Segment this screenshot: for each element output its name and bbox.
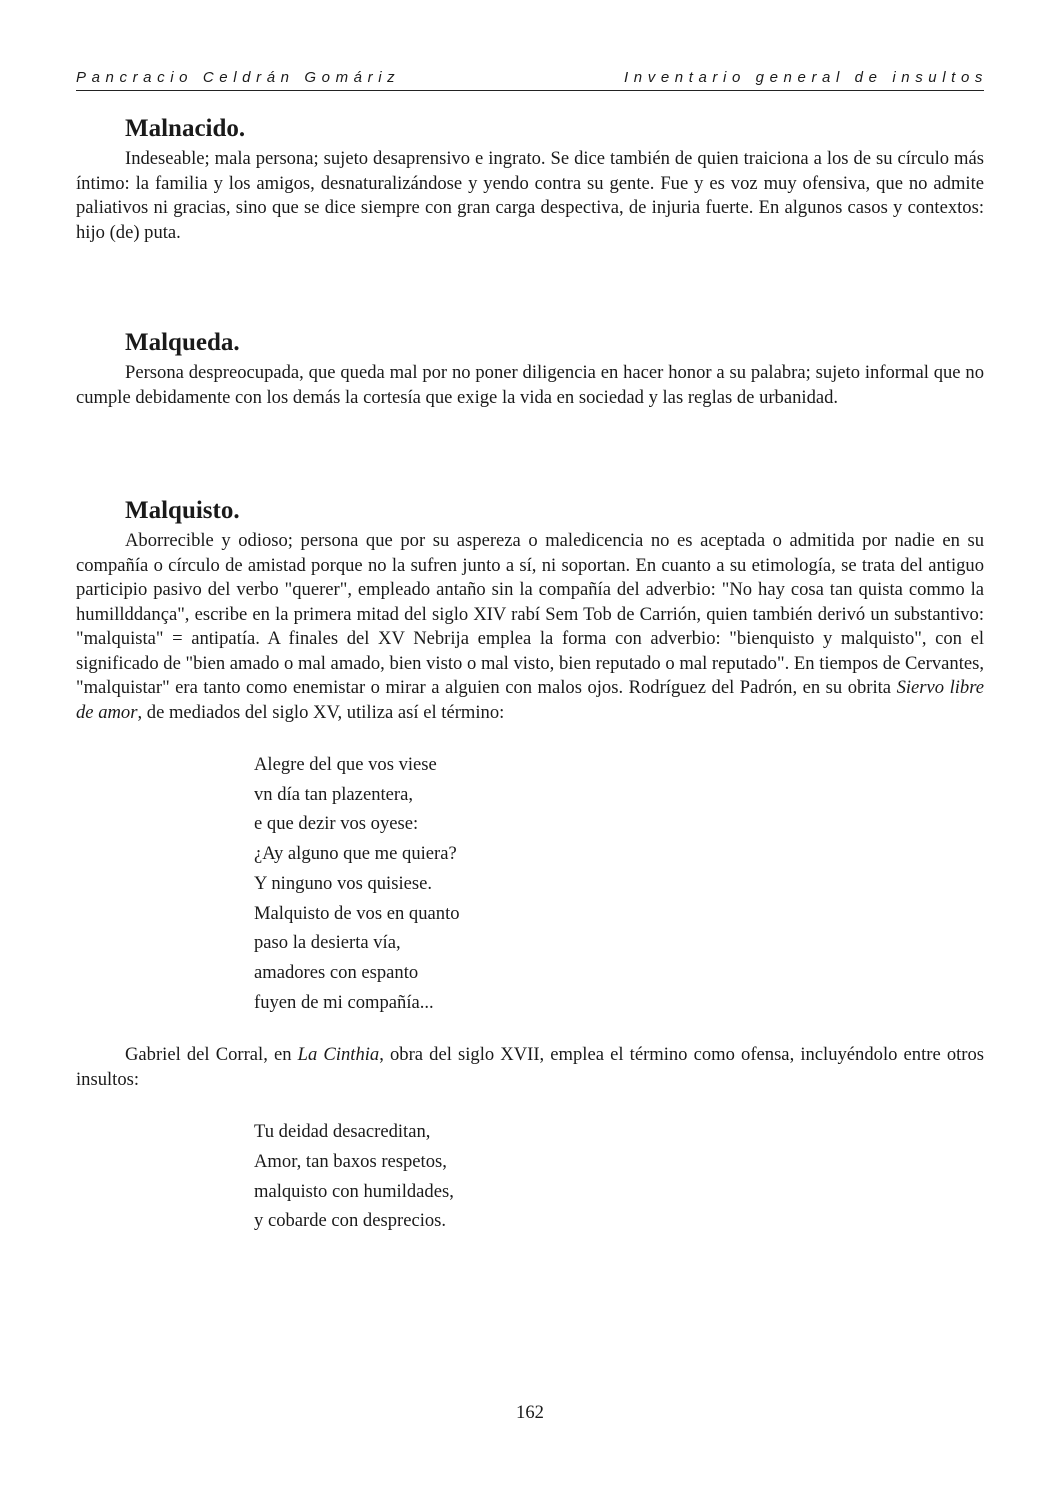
work-title-siervo: Siervo libre de amor: [76, 677, 984, 723]
verse-line: amadores con espanto: [254, 961, 419, 983]
work-title-cinthia: La Cinthia: [297, 1044, 380, 1066]
entry-definition: [76, 529, 984, 725]
paragraph-text: Gabriel del Corral, en: [125, 1044, 298, 1066]
verse-line: malquisto con humildades,: [254, 1180, 454, 1202]
verse-line: Y ninguno vos quisiese.: [254, 872, 433, 894]
verse-quote: [254, 1117, 984, 1236]
header-book-title: Inventario general de insultos: [624, 69, 988, 86]
entry-title: Malnacido.: [125, 115, 246, 142]
page-number: 162: [516, 1402, 544, 1423]
verse-line: Alegre del que vos viese: [254, 754, 437, 775]
verse-line: y cobarde con desprecios.: [254, 1210, 447, 1232]
entry-paragraph: [76, 1043, 984, 1092]
entry-definition: Indeseable; mala persona; sujeto desaprensivo e ingrato. Se dice también de quien traiciona a los de su círculo más íntimo: la familia y los amigos, desnaturalizándose y yendo contra su gente. Fue y es voz muy ofensiva, que no admite paliativos ni gracias, sino que se dice siempre con gran carga despectiva, de injuria fuerte. En algunos casos y contextos: hijo (de) puta.: [76, 148, 984, 243]
section-spacer: [76, 410, 984, 495]
definition-text: Aborrecible y odioso; persona que por su aspereza o maledicencia no es aceptada o admitida por nadie en su compañía o círculo de amistad porque no la sufren junto a sí, ni soportan. En cuanto a su etimología, se trata del antiguo participio pasivo del verbo "querer", empleado antaño sin la compañía del adverbio: "No hay cosa tan quista commo la humillddança", escribe en la primera mitad del siglo XIV rabí Sem Tob de Carrión, quien también derivó un substantivo: "malquista" = antipatía. A finales del XV Nebrija emplea la forma con adverbio: "bienquisto y malquisto", con el significado de "bien amado o mal amado, bien visto o mal visto, bien reputado o mal reputado". En tiempos de Cervantes, "malquistar" era tanto como enemistar o mirar a alguien con malos ojos. Rodríguez del Padrón, en su obrita: [76, 530, 984, 698]
entry-malnacido: [76, 113, 984, 245]
running-header: [76, 68, 988, 91]
verse-line: Malquisto de vos en quanto: [254, 902, 460, 924]
entry-malqueda: [76, 327, 984, 410]
verse-line: Amor, tan baxos respetos,: [254, 1151, 447, 1173]
section-spacer: [76, 245, 984, 327]
verse-line: e que dezir vos oyese:: [254, 813, 419, 835]
verse-quote: [254, 750, 984, 1017]
verse-line: Tu deidad desacreditan,: [254, 1121, 431, 1143]
definition-text-tail: , de mediados del siglo XV, utiliza así el término:: [137, 701, 505, 723]
header-author: Pancracio Celdrán Gomáriz: [76, 69, 401, 86]
verse-line: ¿Ay alguno que me quiera?: [254, 843, 457, 865]
paragraph-text-tail: , obra del siglo XVII, emplea el término como ofensa, incluyéndolo entre otros insultos:: [76, 1044, 985, 1090]
verse-line: fuyen de mi compañía...: [254, 991, 434, 1013]
verse-line: paso la desierta vía,: [254, 932, 401, 954]
entry-title: Malquisto.: [125, 497, 240, 524]
main-content: [76, 113, 984, 1236]
entry-malquisto: [76, 495, 984, 1236]
entry-definition: Persona despreocupada, que queda mal por no poner diligencia en hacer honor a su palabra; sujeto informal que no cumple debidamente con los demás la cortesía que exige la vida en sociedad y las reglas de urbanidad.: [76, 362, 984, 408]
verse-line: vn día tan plazentera,: [254, 783, 414, 805]
entry-title: Malqueda.: [125, 329, 240, 356]
